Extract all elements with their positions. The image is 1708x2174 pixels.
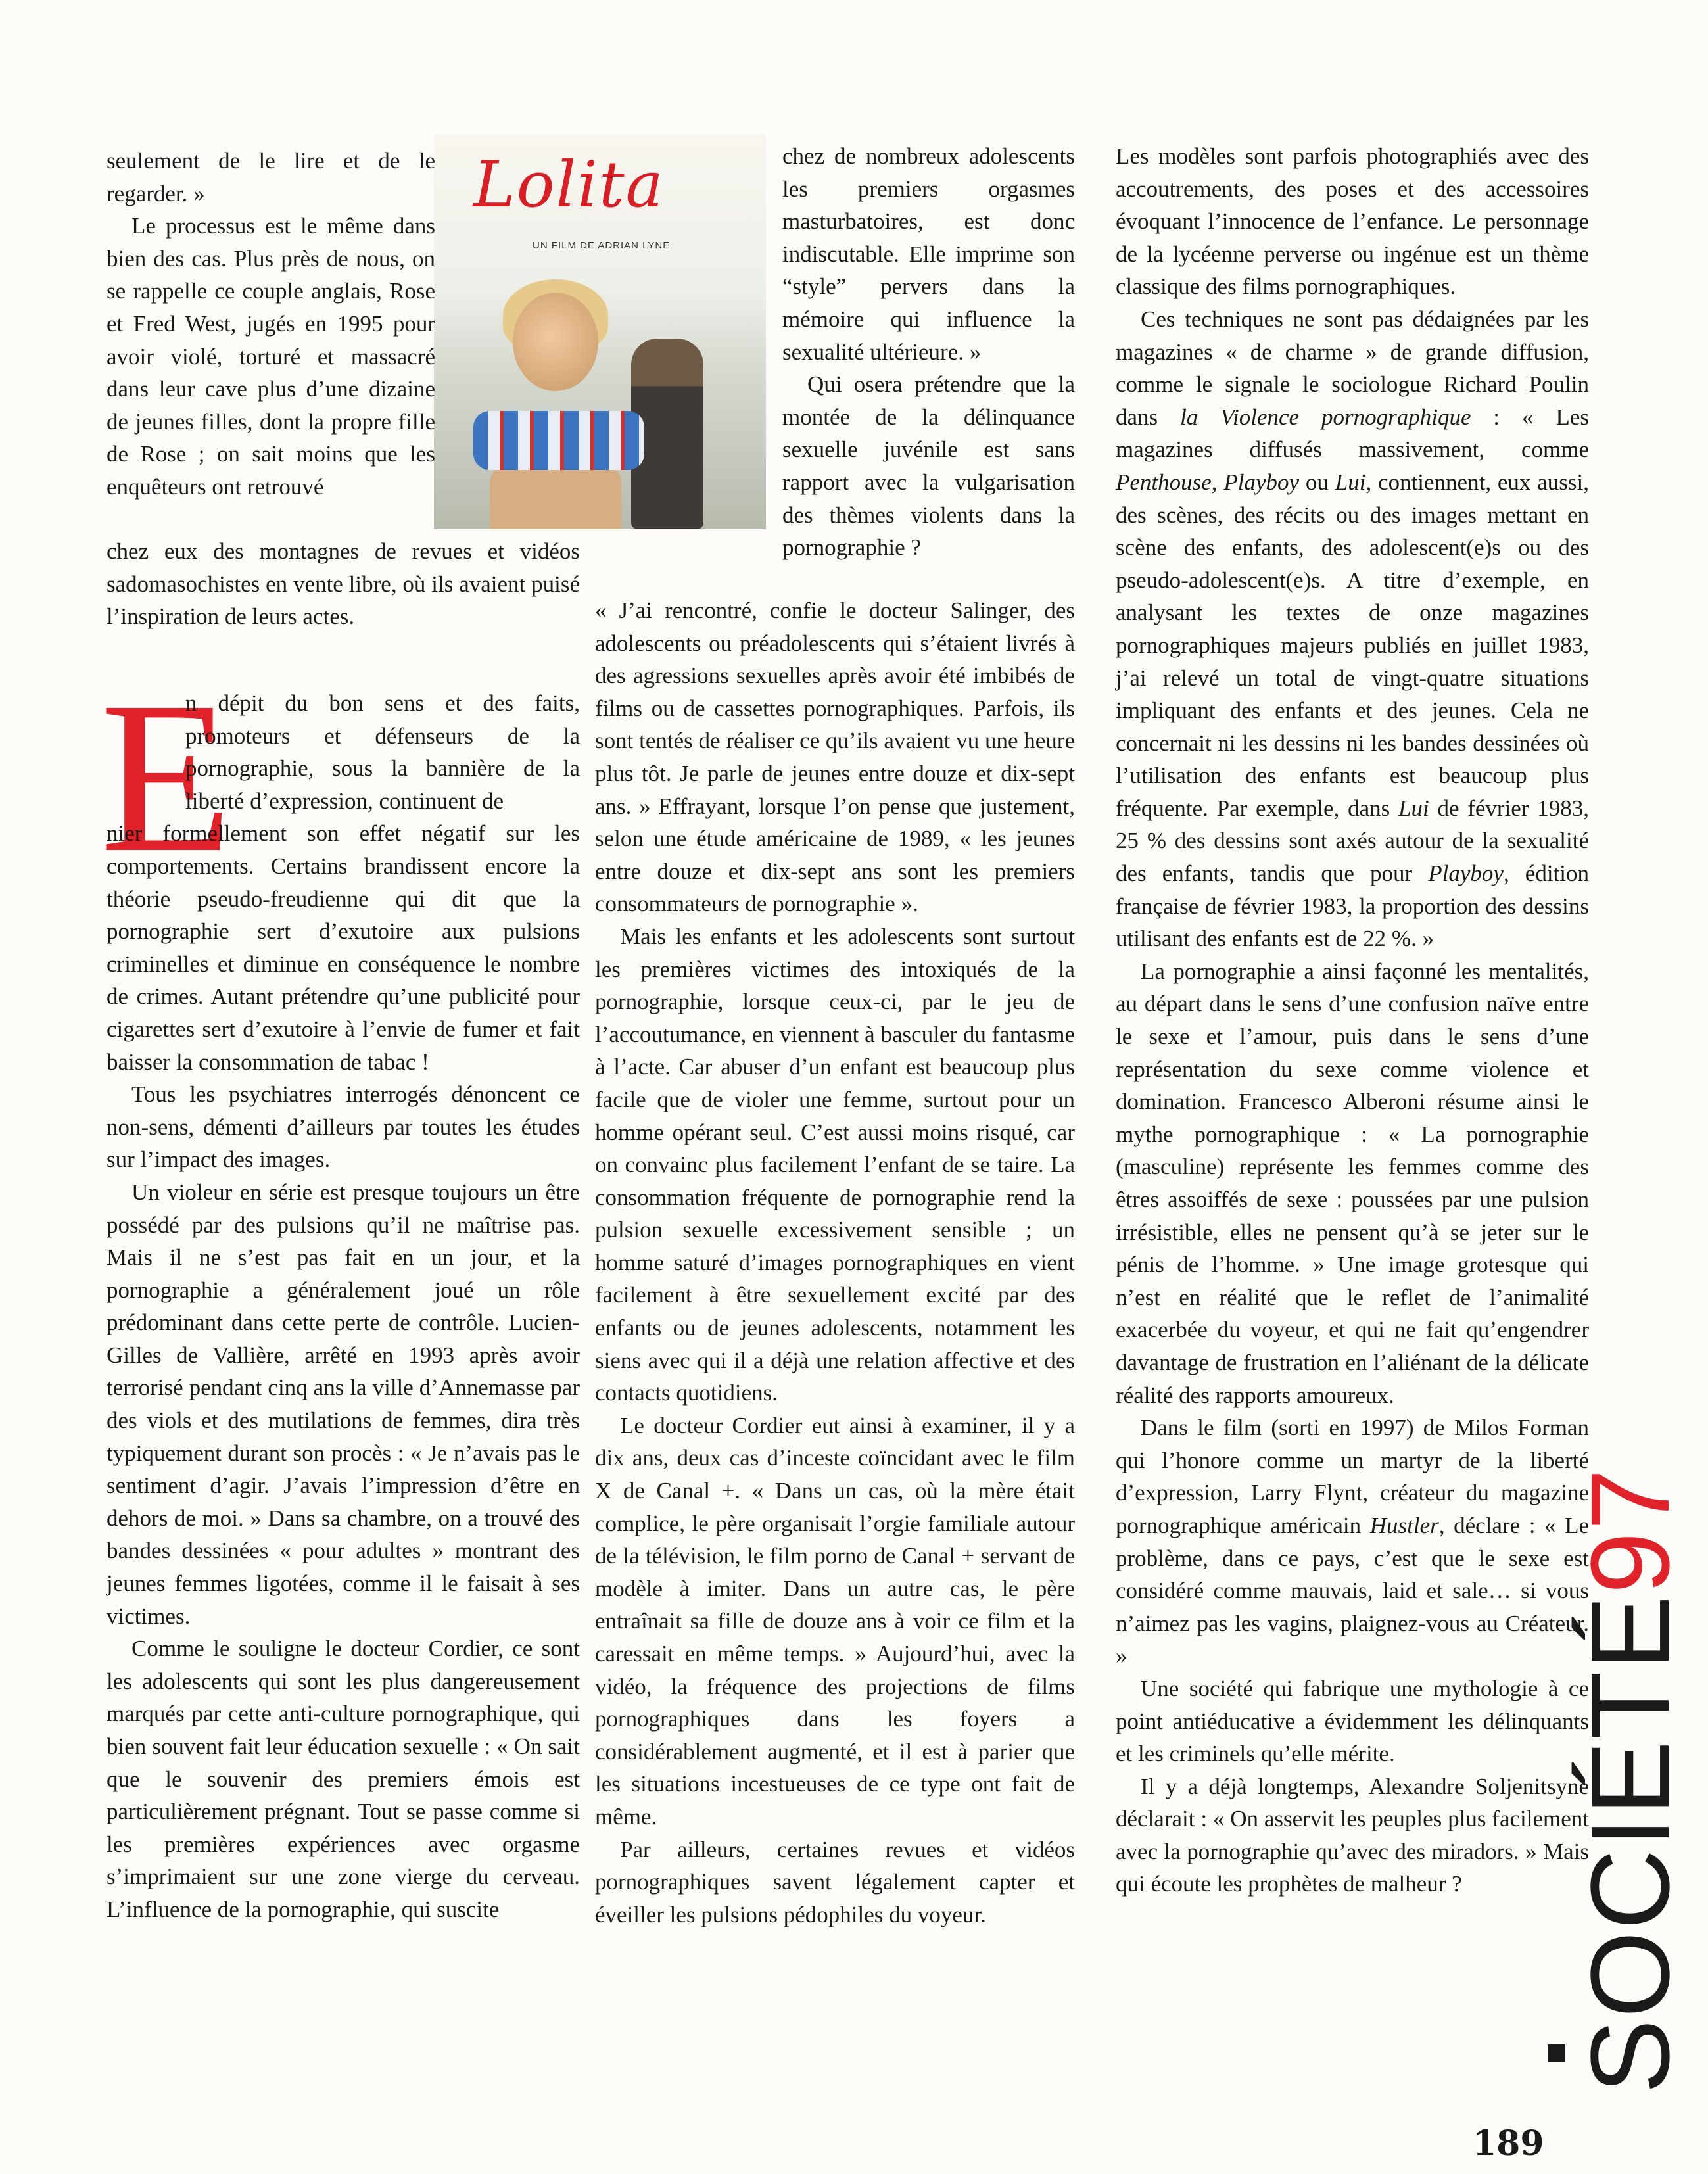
text-span: : « Les magazines diffusés massivement, comme bbox=[1116, 404, 1590, 463]
paragraph: n dépit du bon sens et des faits, promoteurs et défenseurs de la pornographie, sous la bannière de la liberté d’expression, continuent de bbox=[185, 690, 580, 814]
paragraph: Tous les psychiatres interrogés dénoncent ce non-sens, démenti d’ailleurs par toutes les études sur l’impact des images. bbox=[107, 1081, 580, 1173]
paragraph: Qui osera prétendre que la montée de la délinquance sexuelle juvénile est sans rapport avec la vulgarisation des thèmes violents dans la pornographie ? bbox=[782, 371, 1075, 561]
paragraph: Le processus est le même dans bien des cas. Plus près de nous, on se rappelle ce couple anglais, Rose et Fred West, jugés en 1995 pour avoir violé, torturé et massacré dans leur cave plus d’une dizaine de jeunes filles, dont la propre fille de Rose ; on sait moins que les enquêteurs ont retrouvé bbox=[107, 213, 435, 500]
poster-credit: UN FILM DE ADRIAN LYNE bbox=[533, 240, 671, 251]
paragraph: Comme le souligne le docteur Cordier, ce sont les adolescents qui sont les plus dangereusement marqués par cette anti-culture pornographique, qui bien souvent fait leur éducation sexuelle : « On sait que le souvenir des premiers émois est particulièrement prégnant. Tout se passe comme si les premières expériences avec orgasme s’imprimaient sur une zone vierge du cerveau. L’influence de la pornographie, qui suscite bbox=[107, 1636, 580, 1922]
paragraph: Une société qui fabrique une mythologie à ce point antiéducative a évidemment les délinquants et les criminels qu’elle mérite. bbox=[1116, 1675, 1589, 1767]
paragraph: chez eux des montagnes de revues et vidéos sadomasochistes en vente libre, où ils avaient puisé l’inspiration de leurs actes. bbox=[107, 538, 580, 630]
magazine-title: Playboy bbox=[1428, 861, 1504, 887]
page-number: 189 bbox=[1473, 2123, 1544, 2163]
magazine-title: Hustler bbox=[1369, 1512, 1439, 1538]
paragraph: seulement de le lire et de le regarder. » bbox=[107, 148, 435, 206]
section-label bbox=[1568, 1417, 1693, 2094]
column-1-top bbox=[107, 145, 435, 504]
column-1-body bbox=[107, 687, 580, 1926]
text-span: ou bbox=[1299, 469, 1335, 495]
magazine-title: Lui bbox=[1335, 469, 1366, 495]
text-span: , déclare : « Le problème, dans ce pays, c’est que le sexe est considéré comme mauvais, laid et sale… si vous n’aimez pas les vagins, plaignez-vous au Créateur. » bbox=[1116, 1512, 1589, 1669]
magazine-title: Playboy bbox=[1223, 469, 1300, 495]
drop-cap: E bbox=[100, 657, 233, 897]
paragraph: Le docteur Cordier eut ainsi à examiner, il y a dix ans, deux cas d’inceste coïncidant avec le film X de Canal +. « Dans un cas, où la mère était complice, le père organisait l’orgie familiale autour de la télévision, le film porno de Canal + servant de modèle à imiter. Dans un autre cas, le père entraînait sa fille de douze ans à voir ce film et la caressait en même temps. » Aujourd’hui, avec la vidéo, la fréquence des projections de films pornographiques dans les foyers a considérablement augmenté, et il est à parier que les situations incestueuses de ce type ont fait de même. bbox=[595, 1412, 1075, 1830]
column-2-top bbox=[782, 140, 1075, 564]
lolita-poster-image bbox=[434, 135, 766, 529]
poster-girl-body bbox=[490, 463, 621, 529]
paragraph: Un violeur en série est presque toujours un être possédé par des pulsions qu’il ne maîtrise pas. Mais il ne s’est pas fait en un jour, et la pornographie a généralement joué un rôle prédominant dans cette perte de contrôle. Lucien-Gilles de Vallière, arrêté en 1993 après avoir terrorisé pendant cinq ans la ville d’Annemasse par des viols et des mutilations de femmes, dira très typiquement durant son procès : « Je n’avais pas le sentiment d’agir. J’avais l’impression d’être en dehors de moi. » Dans sa chambre, on a trouvé des bandes dessinées « pour adultes » montrant des jeunes femmes ligotées, comme il le faisait à ses victimes. bbox=[107, 1179, 580, 1629]
paragraph: Mais les enfants et les adolescents sont surtout les premières victimes des intoxiqués de la pornographie, lorsque ceux-ci, par le jeu de l’accoutumance, en viennent à basculer du fantasme à l’acte. Car abuser d’un enfant est beaucoup plus facile que de violer une femme, surtout pour un homme opérant seul. C’est aussi moins risqué, car on convainc plus facilement l’enfant de se taire. La consommation fréquente de pornographie rend la pulsion sexuelle excessivement sensible ; un homme saturé d’images pornographiques en vient facilement à être sexuellement excité par des enfants ou de jeunes adolescents, notamment les siens avec qui il a déjà une relation affective et des contacts quotidiens. bbox=[595, 923, 1075, 1406]
text-span: Ces techniques ne sont pas dédaignées par les magazines « de charme » de grande diffusion, comme le signale le sociologue Richard Poulin dans bbox=[1116, 306, 1589, 430]
text-span: , édition française de février 1983, la proportion des dessins utilisant des enfants est de 22 %. » bbox=[1116, 861, 1589, 952]
paragraph bbox=[1116, 1411, 1589, 1672]
magazine-title: Lui bbox=[1398, 795, 1429, 821]
text-span: Dans le film (sorti en 1997) de Milos Forman qui l’honore comme un martyr de la liberté d’expression, Larry Flynt, créateur du magazine pornographique américain bbox=[1116, 1415, 1589, 1538]
paragraph: « J’ai rencontré, confie le docteur Salinger, des adolescents ou préadolescents qui s’étaient livrés à des agressions sexuelles après avoir été imbibés de films ou de cassettes pornographiques. Parfois, ils sont tentés de réaliser ce qu’ils avaient vu une heure plus tôt. Je parle de jeunes entre douze et dix-sept ans. » Effrayant, lorsque l’on pense que justement, selon une étude américaine de 1989, « les jeunes entre douze et dix-sept ans sont les premiers consommateurs de pornographie ». bbox=[595, 598, 1075, 917]
section-year: 97 bbox=[1568, 1467, 1693, 1594]
column-2-body bbox=[595, 594, 1075, 1931]
section-word: SOCIÉTÉ bbox=[1568, 1594, 1693, 2094]
paragraph: Par ailleurs, certaines revues et vidéos pornographiques savent légalement capter et éveiller les pulsions pédophiles du voyeur. bbox=[595, 1836, 1075, 1927]
text-span: , bbox=[1211, 469, 1224, 495]
text-span: de février 1983, 25 % des dessins sont axés autour de la sexualité des enfants, tandis que pour bbox=[1116, 795, 1589, 887]
column-3 bbox=[1116, 140, 1589, 1901]
poster-title: Lolita bbox=[473, 148, 665, 222]
paragraph: nier formellement son effet négatif sur les comportements. Certains brandissent encore la théorie pseudo-freudienne qui dit que la pornographie sert d’exutoire aux pulsions criminelles et diminue en conséquence le nombre de crimes. Autant prétendre qu’une publicité pour cigarettes sert d’exutoire à l’envie de fumer et fait baisser la consommation de tabac ! bbox=[107, 820, 580, 1075]
magazine-title: Penthouse bbox=[1116, 469, 1212, 495]
book-title: la Violence pornographique bbox=[1180, 404, 1471, 430]
end-of-article-square bbox=[1548, 2044, 1565, 2062]
text-span: , contiennent, eux aussi, des scènes, des récits ou des images mettant en scène des enfants, des adolescent(e)s ou des pseudo-adolescent(e)s. A titre d’exemple, en analysant les textes de onze magazines pornographiques majeurs publiés en juillet 1983, j’ai relevé un total de vingt-quatre situations impliquant des enfants et des jeunes. Cela ne concernait ni les dessins ni les bandes dessinées où l’utilisation des enfants est beaucoup plus fréquente. Par exemple, dans bbox=[1116, 469, 1590, 821]
poster-girl-head bbox=[513, 293, 598, 391]
paragraph: Il y a déjà longtemps, Alexandre Soljenitsyne déclarait : « On asservit les peuples plus facilement avec la pornographie qu’avec des miradors. » Mais qui écoute les prophètes de malheur ? bbox=[1116, 1773, 1589, 1897]
column-1-middle bbox=[107, 535, 580, 633]
paragraph: La pornographie a ainsi façonné les mentalités, au départ dans le sens d’une confusion naïve entre le sexe et l’amour, puis dans le sens d’une représentation du sexe comme violence et domination. Francesco Alberoni résume ainsi le mythe pornographique : « La pornographie (masculine) représente les femmes comme des êtres assoiffés de sexe : poussées par une pulsion irrésistible, elles ne pensent qu’à se jeter sur le pénis de l’homme. » Une image grotesque qui n’est en réalité que le reflet de l’animalité exacerbée du voyeur, et qui ne fait qu’engendrer davantage de frustration en l’aliénant de la délicate réalité des rapports amoureux. bbox=[1116, 958, 1589, 1408]
paragraph: Les modèles sont parfois photographiés avec des accoutrements, des poses et des accessoires évoquant l’innocence de l’enfance. Le personnage de la lycéenne perverse ou ingénue est un thème classique des films pornographiques. bbox=[1116, 143, 1589, 300]
poster-girl-top bbox=[473, 411, 644, 470]
paragraph bbox=[1116, 303, 1589, 955]
paragraph: chez de nombreux adolescents les premiers orgasmes masturbatoires, est donc indiscutable. Elle imprime son “style” pervers dans la mémoire qui influence la sexualité ultérieure. » bbox=[782, 143, 1075, 365]
